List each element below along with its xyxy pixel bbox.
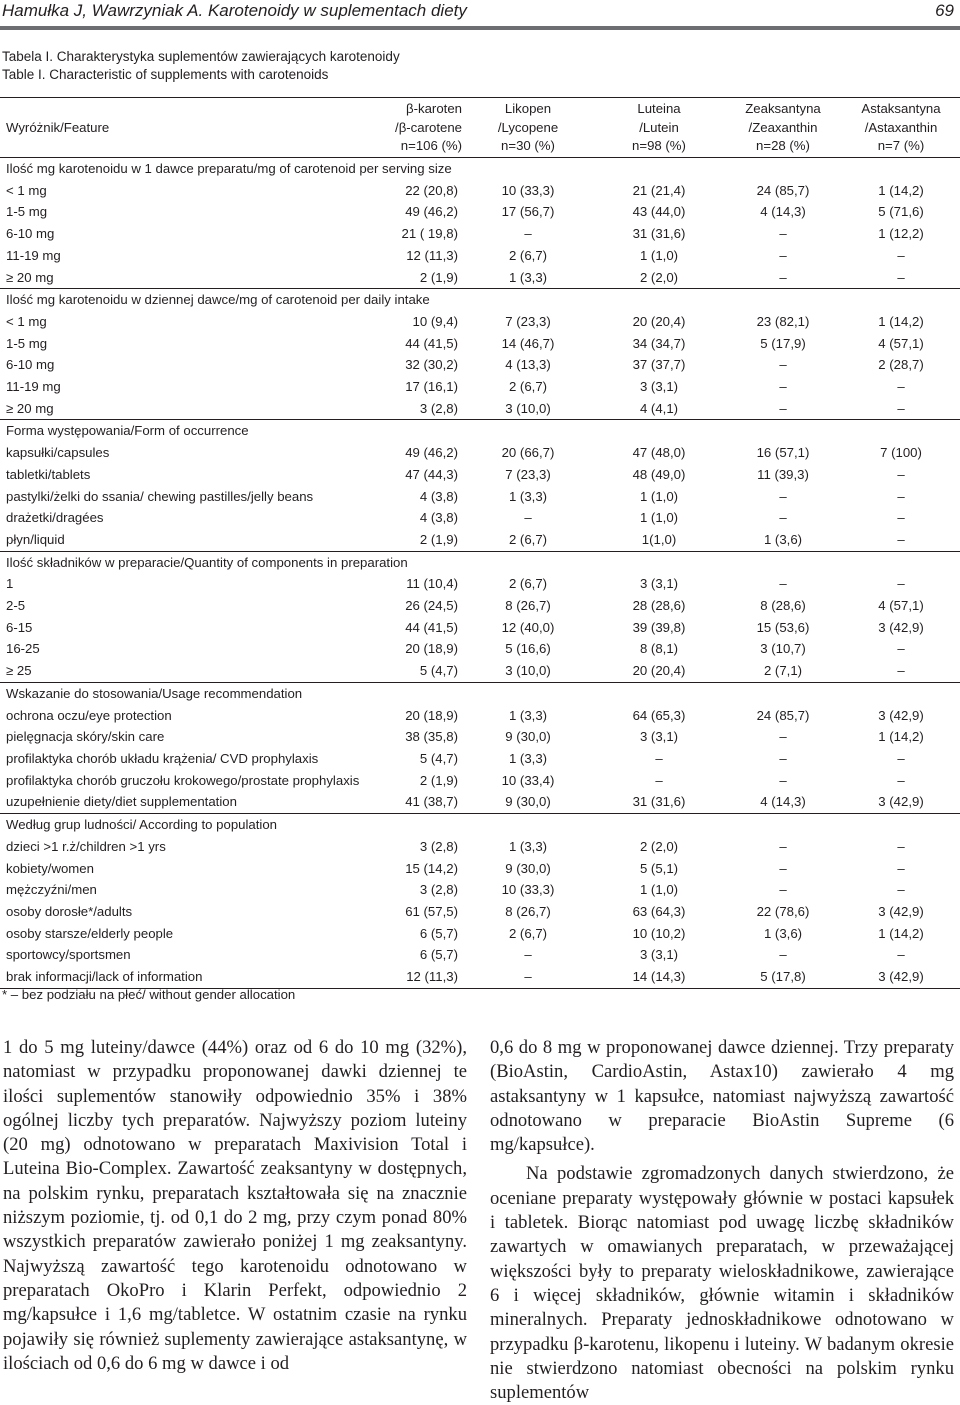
cell-value: 28 (28,6) xyxy=(632,598,686,614)
cell-value: 4 (14,3) xyxy=(760,204,806,220)
cell-value: – xyxy=(897,772,905,788)
column-header-pl: β-karoten xyxy=(406,101,462,116)
cell-value: 47 (48,0) xyxy=(632,445,686,461)
row-label: 1 xyxy=(6,576,14,592)
cell-value: 3 (42,9) xyxy=(878,903,924,919)
table-row xyxy=(0,791,960,813)
cell-value: 20 (20,4) xyxy=(632,313,686,329)
cell-value: 39 (39,8) xyxy=(632,619,686,635)
row-label: 6-10 mg xyxy=(6,357,55,373)
column-header-pl: Zeaksantyna xyxy=(745,101,821,116)
cell-value: 24 (85,7) xyxy=(756,707,810,723)
cell-value: 64 (65,3) xyxy=(632,707,686,723)
table-row xyxy=(0,573,960,595)
column-header-n: n=106 (%) xyxy=(400,138,462,153)
cell-value: 1 (12,2) xyxy=(878,226,924,242)
row-label: pastylki/żelki do ssania/ chewing pastilles/jelly beans xyxy=(6,488,314,504)
cell-value: 31 (31,6) xyxy=(632,226,686,242)
cell-value: 34 (34,7) xyxy=(632,335,686,351)
row-label: ≥ 25 xyxy=(6,663,32,679)
cell-value: 21 ( 19,8) xyxy=(401,226,458,242)
cell-value: 4 (13,3) xyxy=(505,357,551,373)
cell-value: 5 (4,7) xyxy=(419,750,458,766)
cell-value: 7 (100) xyxy=(880,445,922,461)
column-header-en: /Astaxanthin xyxy=(864,119,938,135)
section-title: Według grup ludności/ According to population xyxy=(0,814,960,836)
cell-value: 1 (3,6) xyxy=(763,531,803,547)
row-label: 16-25 xyxy=(6,641,40,657)
table-row xyxy=(0,333,960,355)
cell-value: 6 (5,7) xyxy=(419,925,458,941)
cell-value: 2 (1,9) xyxy=(419,269,458,285)
cell-value: 3 (3,1) xyxy=(639,379,679,395)
cell-value: – xyxy=(779,576,787,592)
cell-value: 17 (16,1) xyxy=(405,379,458,395)
cell-value: 44 (41,5) xyxy=(405,619,458,635)
cell-value: 22 (20,8) xyxy=(405,182,458,198)
table-row xyxy=(0,486,960,508)
body-column-right xyxy=(490,1036,954,1405)
row-label: mężczyźni/men xyxy=(6,882,97,898)
table-row xyxy=(0,836,960,858)
row-label: 2-5 xyxy=(6,598,26,614)
column-header-astaxanthin xyxy=(842,99,960,158)
page-number: 69 xyxy=(935,1,954,20)
running-head xyxy=(0,0,960,26)
cell-value: – xyxy=(897,838,905,854)
cell-value: 5 (5,1) xyxy=(639,860,679,876)
cell-value: 1 (1,0) xyxy=(639,488,679,504)
section-title-row xyxy=(0,551,960,573)
table-row xyxy=(0,464,960,486)
body-paragraph: 0,6 do 8 mg w proponowanej dawce dziennej. Trzy preparaty (BioAstin, CardioAstin, Astax10) zawierało 4 mg astaksantyny w 1 kapsułce, natomiast najwyższą zawartość odnotowano w preparacie BioAstin Supreme (6 mg/kapsułce). xyxy=(490,1037,954,1156)
table-row xyxy=(0,311,960,333)
cell-value: – xyxy=(779,750,787,766)
cell-value: 1 (3,3) xyxy=(508,269,548,285)
cell-value: – xyxy=(779,882,787,898)
column-header-en: /Lycopene xyxy=(497,119,559,135)
cell-value: 43 (44,0) xyxy=(632,204,686,220)
cell-value: 1 (3,3) xyxy=(508,838,548,854)
cell-value: – xyxy=(779,510,787,526)
cell-value: – xyxy=(779,488,787,504)
cell-value: 3 (2,8) xyxy=(419,882,458,898)
column-header-lycopene xyxy=(462,99,594,158)
section-title: Wskazanie do stosowania/Usage recommendation xyxy=(0,682,960,704)
row-label: profilaktyka chorób gruczołu krokowego/prostate prophylaxis xyxy=(6,772,360,788)
row-label: osoby dorosłe*/adults xyxy=(6,903,133,919)
cell-value: 32 (30,2) xyxy=(405,357,458,373)
cell-value: 12 (11,3) xyxy=(380,966,462,988)
table-row xyxy=(0,245,960,267)
table-row xyxy=(0,638,960,660)
column-header-lutein xyxy=(594,99,724,158)
cell-value: – xyxy=(897,269,905,285)
cell-value: 16 (57,1) xyxy=(756,445,810,461)
cell-value: 1 (1,0) xyxy=(639,510,679,526)
row-label: 1-5 mg xyxy=(6,204,48,220)
column-header-en: /β-carotene xyxy=(395,119,462,135)
row-label: brak informacji/lack of information xyxy=(0,966,380,988)
cell-value: – xyxy=(779,772,787,788)
cell-value: 5 (17,9) xyxy=(760,335,806,351)
row-label: 11-19 mg xyxy=(6,247,61,263)
column-header-beta-carotene xyxy=(380,99,462,158)
table-row xyxy=(0,858,960,880)
table-row xyxy=(0,748,960,770)
supplement-table xyxy=(0,99,960,989)
cell-value: – xyxy=(897,860,905,876)
cell-value: 4 (57,1) xyxy=(878,335,924,351)
cell-value: – xyxy=(897,576,905,592)
cell-value: – xyxy=(897,247,905,263)
table-row xyxy=(0,660,960,682)
row-label: uzupełnienie diety/diet supplementation xyxy=(6,794,237,810)
cell-value: 11 (10,4) xyxy=(406,576,458,592)
cell-value: 1(1,0) xyxy=(641,531,677,547)
section-title: Ilość mg karotenoidu w 1 dawce preparatu/mg of carotenoid per serving size xyxy=(0,158,960,180)
cell-value: 24 (85,7) xyxy=(756,182,810,198)
row-label: < 1 mg xyxy=(6,182,47,198)
table-row xyxy=(0,507,960,529)
table-header-row xyxy=(0,99,960,158)
row-label: pielęgnacja skóry/skin care xyxy=(6,729,165,745)
cell-value: 12 (40,0) xyxy=(501,619,555,635)
cell-value: 9 (30,0) xyxy=(505,794,551,810)
cell-value: 7 (23,3) xyxy=(505,313,551,329)
cell-value: 2 (6,7) xyxy=(508,379,548,395)
cell-value: – xyxy=(779,247,787,263)
table-caption-pl: Tabela I. Charakterystyka suplementów zawierających karotenoidy xyxy=(2,49,400,64)
row-label: 1-5 mg xyxy=(6,335,48,351)
cell-value: 4 (57,1) xyxy=(878,598,924,614)
row-label: 6-15 xyxy=(6,619,33,635)
column-header-n: n=98 (%) xyxy=(632,138,686,153)
cell-value: – xyxy=(897,663,905,679)
cell-value: 2 (1,9) xyxy=(419,531,458,547)
cell-value: 3 (3,1) xyxy=(639,947,679,963)
cell-value: – xyxy=(897,531,905,547)
cell-value: – xyxy=(779,400,787,416)
cell-value: 8 (26,7) xyxy=(505,903,551,919)
cell-value: – xyxy=(779,860,787,876)
cell-value: 3 (42,9) xyxy=(878,619,924,635)
section-title-row xyxy=(0,814,960,836)
table-row xyxy=(0,901,960,923)
cell-value: – xyxy=(779,838,787,854)
cell-value: – xyxy=(897,947,905,963)
cell-value: 8 (26,7) xyxy=(505,598,551,614)
feature-column-header: Wyróżnik/Feature xyxy=(0,99,380,158)
cell-value: 10 (33,3) xyxy=(501,882,555,898)
section-title: Forma występowania/Form of occurrence xyxy=(0,420,960,442)
cell-value: 2 (2,0) xyxy=(639,838,679,854)
cell-value: 2 (28,7) xyxy=(878,357,924,373)
cell-value: 3 (3,1) xyxy=(639,576,679,592)
column-header-pl: Luteina xyxy=(637,101,681,116)
row-label: ≥ 20 mg xyxy=(6,269,54,285)
cell-value: 38 (35,8) xyxy=(405,729,458,745)
cell-value: 20 (18,9) xyxy=(405,707,458,723)
section-title-row xyxy=(0,289,960,311)
cell-value: 2 (6,7) xyxy=(508,247,548,263)
cell-value: 1 (1,0) xyxy=(639,247,679,263)
row-label: osoby starsze/elderly people xyxy=(6,925,174,941)
cell-value: 8 (8,1) xyxy=(639,641,679,657)
cell-value: 10 (33,3) xyxy=(501,182,555,198)
row-label: 6-10 mg xyxy=(6,226,55,242)
row-label: ochrona oczu/eye protection xyxy=(6,707,172,723)
cell-value: 1 (3,3) xyxy=(508,488,548,504)
cell-value: 3 (10,7) xyxy=(760,641,806,657)
cell-value: 49 (46,2) xyxy=(405,204,458,220)
cell-value: – xyxy=(897,466,905,482)
cell-value: 14 (14,3) xyxy=(594,966,724,988)
cell-value: 41 (38,7) xyxy=(405,794,458,810)
cell-value: – xyxy=(524,947,532,963)
cell-value: 1 (3,6) xyxy=(763,925,803,941)
cell-value: 4 (14,3) xyxy=(760,794,806,810)
cell-value: 61 (57,5) xyxy=(405,903,458,919)
cell-value: 23 (82,1) xyxy=(756,313,810,329)
cell-value: 5 (71,6) xyxy=(878,204,924,220)
cell-value: 20 (66,7) xyxy=(501,445,555,461)
cell-value: 8 (28,6) xyxy=(760,598,806,614)
row-label: drażetki/dragées xyxy=(6,510,104,526)
cell-value: – xyxy=(779,729,787,745)
cell-value: 4 (3,8) xyxy=(419,510,458,526)
running-head-title: Hamułka J, Wawrzyniak A. Karotenoidy w suplementach diety xyxy=(2,1,467,20)
cell-value: – xyxy=(779,269,787,285)
table-row xyxy=(0,267,960,289)
cell-value: – xyxy=(897,641,905,657)
cell-value: 1 (14,2) xyxy=(878,182,924,198)
cell-value: – xyxy=(897,750,905,766)
cell-value: 3 (42,9) xyxy=(878,794,924,810)
row-label: ≥ 20 mg xyxy=(6,400,54,416)
column-header-n: n=28 (%) xyxy=(756,138,810,153)
cell-value: 31 (31,6) xyxy=(632,794,686,810)
column-header-en: /Zeaxanthin xyxy=(748,119,818,135)
table-footnote: * – bez podziału na płeć/ without gender allocation xyxy=(2,987,296,1002)
table-top-rule xyxy=(0,97,960,98)
row-label: kobiety/women xyxy=(6,860,94,876)
cell-value: – xyxy=(897,379,905,395)
row-label: < 1 mg xyxy=(6,313,47,329)
table-row xyxy=(0,595,960,617)
cell-value: 15 (53,6) xyxy=(756,619,810,635)
cell-value: 2 (6,7) xyxy=(508,576,548,592)
row-label: dzieci >1 r.ż/children >1 yrs xyxy=(6,838,166,854)
cell-value: 1 (3,3) xyxy=(508,707,548,723)
cell-value: 2 (6,7) xyxy=(508,531,548,547)
cell-value: – xyxy=(779,379,787,395)
running-head-rule xyxy=(0,26,960,30)
cell-value: 5 (17,8) xyxy=(724,966,842,988)
cell-value: – xyxy=(897,400,905,416)
table-row xyxy=(0,879,960,901)
cell-value: 4 (4,1) xyxy=(639,400,679,416)
cell-value: 10 (10,2) xyxy=(632,925,686,941)
cell-value: 2 (1,9) xyxy=(419,772,458,788)
table-row xyxy=(0,201,960,223)
cell-value: 12 (11,3) xyxy=(406,247,458,263)
cell-value: 47 (44,3) xyxy=(405,466,458,482)
cell-value: 3 (2,8) xyxy=(419,400,458,416)
section-title-row xyxy=(0,158,960,180)
cell-value: 2 (6,7) xyxy=(508,925,548,941)
cell-value: 2 (2,0) xyxy=(639,269,679,285)
row-label: 11-19 mg xyxy=(6,379,61,395)
row-label: płyn/liquid xyxy=(6,531,65,547)
column-header-pl: Likopen xyxy=(504,101,552,116)
cell-value: 17 (56,7) xyxy=(501,204,555,220)
cell-value: 14 (46,7) xyxy=(501,335,555,351)
cell-value: 4 (3,8) xyxy=(419,488,458,504)
table-row xyxy=(0,180,960,202)
cell-value: – xyxy=(779,226,787,242)
cell-value: 21 (21,4) xyxy=(632,182,686,198)
cell-value: – xyxy=(655,750,663,766)
table-row xyxy=(0,529,960,551)
cell-value: – xyxy=(897,488,905,504)
table-caption-en: Table I. Characteristic of supplements with carotenoids xyxy=(2,67,329,82)
cell-value: 9 (30,0) xyxy=(505,729,551,745)
table-row xyxy=(0,354,960,376)
cell-value: 20 (18,9) xyxy=(405,641,458,657)
column-header-zeaxanthin xyxy=(724,99,842,158)
section-title: Ilość składników w preparacie/Quantity of components in preparation xyxy=(0,551,960,573)
cell-value: – xyxy=(462,966,594,988)
table-row xyxy=(0,726,960,748)
row-label: tabletki/tablets xyxy=(6,466,91,482)
cell-value: 3 (42,9) xyxy=(842,966,960,988)
row-label: kapsułki/capsules xyxy=(6,445,110,461)
table-row xyxy=(0,223,960,245)
cell-value: 11 (39,3) xyxy=(757,466,809,482)
column-header-en: /Lutein xyxy=(639,119,679,135)
cell-value: 5 (16,6) xyxy=(505,641,551,657)
cell-value: 1 (1,0) xyxy=(639,882,679,898)
row-label: profilaktyka chorób układu krążenia/ CVD prophylaxis xyxy=(6,750,319,766)
cell-value: – xyxy=(524,226,532,242)
table-body xyxy=(0,158,960,989)
cell-value: 10 (9,4) xyxy=(412,313,458,329)
cell-value: 3 (3,1) xyxy=(639,729,679,745)
cell-value: 49 (46,2) xyxy=(405,445,458,461)
cell-value: 63 (64,3) xyxy=(632,903,686,919)
table-row xyxy=(0,966,960,988)
cell-value: – xyxy=(779,357,787,373)
cell-value: 3 (10,0) xyxy=(505,663,551,679)
table-row xyxy=(0,923,960,945)
cell-value: 2 (7,1) xyxy=(763,663,803,679)
cell-value: 26 (24,5) xyxy=(405,598,458,614)
cell-value: 5 (4,7) xyxy=(419,663,458,679)
row-label: sportowcy/sportsmen xyxy=(6,947,131,963)
body-paragraph: 1 do 5 mg luteiny/dawce (44%) oraz od 6 do 10 mg (32%), natomiast w przypadku proponowanej dawki dziennej te ilości suplementów stanowiły odpowiednio 35% i 38% ogólnej liczby tych preparatów. Najwyższy poziom luteiny (20 mg) odnotowano w preparatach Maxivision Total i Luteina Bio-Complex. Zawartość zeaksantyny w dostępnych, na polskim rynku, preparatach kształtowała się na znacznie niższym poziomie, tj. od 0,1 do 2 mg, przy czym ponad 80% wszystkich preparatów zawierało poniżej 1 mg zeaksantyny. Najwyższą zawartość tego karotenoidu odnotowano w preparatach OkoPro i Klarin Perfekt, odpowiednio 2 mg/kapsułce i 1,6 mg/tabletce. W ostatnim czasie na rynku pojawiły się również suplementy zawierające astaksantynę, w ilościach od 0,6 do 6 mg w dawce i od xyxy=(3,1037,467,1374)
cell-value: 48 (49,0) xyxy=(632,466,686,482)
cell-value: 10 (33,4) xyxy=(501,772,555,788)
cell-value: 7 (23,3) xyxy=(505,466,551,482)
section-title-row xyxy=(0,420,960,442)
cell-value: 3 (42,9) xyxy=(878,707,924,723)
cell-value: – xyxy=(897,882,905,898)
body-column-left xyxy=(3,1036,467,1376)
cell-value: 3 (2,8) xyxy=(419,838,458,854)
body-paragraph: Na podstawie zgromadzonych danych stwierdzono, że oceniane preparaty występowały głównie w postaci kapsułek i tabletek. Biorąc natomiast pod uwagę liczbę składników zawartych w omawianych preparatach, w przeważającej większości były to preparaty wieloskładnikowe, zawierające 6 i więcej składników, głównie witamin i składników mineralnych. Preparaty jednoskładnikowe odnotowano w przypadku β-karotenu, likopenu i luteiny. W badanym okresie nie stwierdzono natomiast obecności na polskim rynku suplementów xyxy=(490,1163,954,1404)
table-row xyxy=(0,442,960,464)
cell-value: 22 (78,6) xyxy=(756,903,810,919)
column-header-pl: Astaksantyna xyxy=(861,101,941,116)
table-row xyxy=(0,376,960,398)
cell-value: 15 (14,2) xyxy=(405,860,458,876)
column-header-n: n=30 (%) xyxy=(501,138,555,153)
section-title: Ilość mg karotenoidu w dziennej dawce/mg of carotenoid per daily intake xyxy=(0,289,960,311)
cell-value: 1 (14,2) xyxy=(878,313,924,329)
cell-value: 6 (5,7) xyxy=(419,947,458,963)
cell-value: – xyxy=(655,772,663,788)
table-row xyxy=(0,398,960,420)
cell-value: – xyxy=(779,947,787,963)
cell-value: – xyxy=(897,510,905,526)
cell-value: 9 (30,0) xyxy=(505,860,551,876)
column-header-n: n=7 (%) xyxy=(877,138,925,153)
cell-value: 20 (20,4) xyxy=(632,663,686,679)
cell-value: 1 (14,2) xyxy=(878,729,924,745)
section-title-row xyxy=(0,682,960,704)
table-row xyxy=(0,617,960,639)
cell-value: 37 (37,7) xyxy=(632,357,686,373)
cell-value: 1 (14,2) xyxy=(878,925,924,941)
cell-value: 44 (41,5) xyxy=(405,335,458,351)
cell-value: 1 (3,3) xyxy=(508,750,548,766)
table-row xyxy=(0,944,960,966)
cell-value: 3 (10,0) xyxy=(505,400,551,416)
table-row xyxy=(0,770,960,792)
table-row xyxy=(0,705,960,727)
cell-value: – xyxy=(524,510,532,526)
